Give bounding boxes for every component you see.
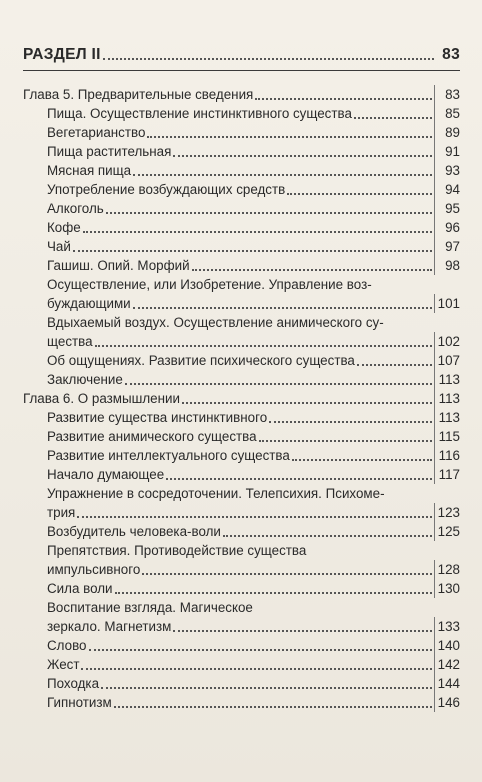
entry-page-number: 96 xyxy=(434,218,460,237)
dot-leader xyxy=(259,440,432,442)
entry-title: Чай xyxy=(47,239,71,254)
entry-title: Начало думающее xyxy=(47,467,165,482)
entry-title: Развитие существа инстинктивного xyxy=(47,410,268,425)
toc-entries xyxy=(23,85,460,712)
entry-page-number: 140 xyxy=(434,636,460,655)
toc-entry xyxy=(23,636,460,655)
entry-page-number: 133 xyxy=(434,617,460,636)
entry-page-number: 98 xyxy=(434,256,460,275)
dot-leader xyxy=(173,630,431,632)
section-page-number: 83 xyxy=(442,46,460,63)
entry-title-line2: щества xyxy=(47,334,93,349)
entry-page-number: 113 xyxy=(434,389,460,408)
entry-title: Возбудитель человека-воли xyxy=(47,524,221,539)
entry-page-number: 102 xyxy=(434,332,460,351)
dot-leader xyxy=(173,155,432,157)
entry-page-number: 123 xyxy=(434,503,460,522)
entry-title: Гипнотизм xyxy=(47,695,112,710)
entry-page-number: 144 xyxy=(434,674,460,693)
entry-page-number: 115 xyxy=(434,427,460,446)
dot-leader xyxy=(83,231,432,233)
entry-title-line1: Воспитание взгляда. Магическое xyxy=(47,600,253,615)
toc-entry xyxy=(23,522,460,541)
entry-page-number: 97 xyxy=(434,237,460,256)
toc-entry-multiline xyxy=(23,484,460,522)
entry-page-number: 146 xyxy=(434,693,460,712)
dot-leader xyxy=(269,421,432,423)
entry-title: Сила воли xyxy=(47,581,113,596)
entry-title-line1: Вдыхаемый воздух. Осуществление анимического су- xyxy=(47,315,384,330)
entry-title-line1: Осуществление, или Изобретение. Управление воз- xyxy=(47,277,372,292)
toc-entry xyxy=(23,579,460,598)
toc-entry xyxy=(23,674,460,693)
dot-leader xyxy=(125,383,432,385)
toc-entry xyxy=(23,199,460,218)
toc-chapter-entry xyxy=(23,389,460,408)
entry-title-line2-row xyxy=(47,503,460,522)
toc-entry-multiline xyxy=(23,275,460,313)
dot-leader xyxy=(147,136,432,138)
table-of-contents xyxy=(23,44,460,712)
entry-page-number: 95 xyxy=(434,199,460,218)
toc-entry-multiline xyxy=(23,598,460,636)
dot-leader xyxy=(81,668,431,670)
entry-page-number: 85 xyxy=(434,104,460,123)
entry-title: Заключение xyxy=(47,372,123,387)
toc-entry xyxy=(23,104,460,123)
entry-title: Кофе xyxy=(47,220,81,235)
dot-leader xyxy=(95,345,432,347)
toc-entry-multiline xyxy=(23,313,460,351)
entry-title: Слово xyxy=(47,638,87,653)
entry-title-line1: Препятствия. Противодействие существа xyxy=(47,543,307,558)
dot-leader xyxy=(182,402,432,404)
entry-page-number: 117 xyxy=(434,465,460,484)
toc-chapter-entry xyxy=(23,85,460,104)
entry-title: Пища растительная xyxy=(47,144,172,159)
toc-entry xyxy=(23,123,460,142)
entry-page-number: 83 xyxy=(434,85,460,104)
dot-leader xyxy=(103,58,434,60)
dot-leader xyxy=(106,212,432,214)
entry-title: Жест xyxy=(47,657,80,672)
entry-page-number: 125 xyxy=(434,522,460,541)
entry-page-number: 113 xyxy=(434,370,460,389)
toc-entry xyxy=(23,180,460,199)
entry-title: Употребление возбуждающих средств xyxy=(47,182,286,197)
toc-entry xyxy=(23,370,460,389)
entry-page-number: 91 xyxy=(434,142,460,161)
dot-leader xyxy=(287,193,432,195)
entry-title-line2-row xyxy=(47,294,460,313)
entry-title: Вегетарианство xyxy=(47,125,146,140)
dot-leader xyxy=(255,98,432,100)
dot-leader xyxy=(133,307,432,309)
toc-entry xyxy=(23,237,460,256)
entry-title: Об ощущениях. Развитие психического существа xyxy=(47,353,355,368)
entry-title: Развитие анимического существа xyxy=(47,429,257,444)
toc-entry xyxy=(23,465,460,484)
dot-leader xyxy=(166,478,432,480)
entry-title-line2-row xyxy=(47,332,460,351)
entry-title-line2-row xyxy=(47,617,460,636)
entry-page-number: 142 xyxy=(434,655,460,674)
toc-entry xyxy=(23,693,460,712)
toc-entry xyxy=(23,142,460,161)
dot-leader xyxy=(89,649,432,651)
dot-leader xyxy=(77,516,431,518)
section-heading xyxy=(23,44,460,71)
entry-page-number: 93 xyxy=(434,161,460,180)
toc-entry xyxy=(23,161,460,180)
dot-leader xyxy=(73,250,432,252)
toc-entry xyxy=(23,218,460,237)
dot-leader xyxy=(115,592,432,594)
chapter-title: Глава 5. Предварительные сведения xyxy=(23,87,254,102)
toc-entry xyxy=(23,446,460,465)
entry-title: Алкоголь xyxy=(47,201,104,216)
entry-title-line2: буждающими xyxy=(47,296,131,311)
entry-page-number: 116 xyxy=(434,446,460,465)
entry-title: Пища. Осуществление инстинктивного существа xyxy=(47,106,352,121)
entry-page-number: 130 xyxy=(434,579,460,598)
dot-leader xyxy=(114,706,432,708)
toc-entry xyxy=(23,351,460,370)
entry-title: Мясная пища xyxy=(47,163,132,178)
toc-entry xyxy=(23,655,460,674)
toc-entry xyxy=(23,408,460,427)
toc-entry xyxy=(23,427,460,446)
dot-leader xyxy=(101,687,432,689)
entry-page-number: 113 xyxy=(434,408,460,427)
entry-page-number: 94 xyxy=(434,180,460,199)
entry-title-line2: трия xyxy=(47,505,76,520)
dot-leader xyxy=(292,459,432,461)
entry-page-number: 101 xyxy=(434,294,460,313)
entry-title-line2-row xyxy=(47,560,460,579)
chapter-title: Глава 6. О размышлении xyxy=(23,391,180,406)
toc-entry-multiline xyxy=(23,541,460,579)
entry-title-line2: импульсивного xyxy=(47,562,141,577)
dot-leader xyxy=(133,174,432,176)
section-title: РАЗДЕЛ II xyxy=(23,46,101,63)
dot-leader xyxy=(357,364,432,366)
dot-leader xyxy=(223,535,432,537)
entry-title-line2: зеркало. Магнетизм xyxy=(47,619,172,634)
toc-entry xyxy=(23,256,460,275)
entry-page-number: 128 xyxy=(434,560,460,579)
entry-title: Гашиш. Опий. Морфий xyxy=(47,258,190,273)
dot-leader xyxy=(354,117,432,119)
entry-page-number: 89 xyxy=(434,123,460,142)
entry-page-number: 107 xyxy=(434,351,460,370)
entry-title: Походка xyxy=(47,676,100,691)
dot-leader xyxy=(142,573,431,575)
entry-title-line1: Упражнение в сосредоточении. Телепсихия. Психоме- xyxy=(47,486,385,501)
dot-leader xyxy=(192,269,432,271)
entry-title: Развитие интеллектуального существа xyxy=(47,448,290,463)
